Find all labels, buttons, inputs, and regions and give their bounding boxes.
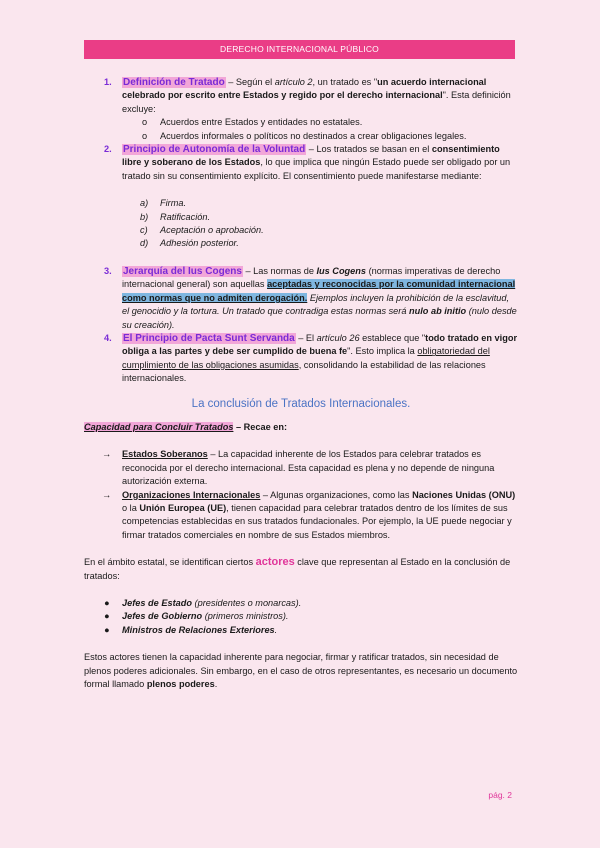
sub-bullet: o Acuerdos entre Estados y entidades no estatales. — [142, 117, 363, 128]
alpha-item: b) Ratificación. — [140, 211, 211, 222]
actor-item: ● Jefes de Estado (presidentes o monarcas). — [104, 598, 302, 608]
item-number: 4. — [104, 332, 112, 343]
page-number: pág. 2 — [488, 790, 512, 800]
section-title: La conclusión de Tratados Internacionales. — [191, 397, 411, 410]
sub-bullet: o Acuerdos informales o políticos no destinados a crear obligaciones legales. — [142, 130, 467, 141]
list-item-definicion: 1. Definición de Tratado – Según el artículo 2, un tratado es "un acuerdo internacional celebrado por escrito entre Estados y regido por el derecho internacional". Esta definición excluye: — [104, 77, 511, 114]
list-item-autonomia: 2. Principio de Autonomía de la Voluntad – Los tratados se basan en el consentimiento libre y soberano de los Estados, lo que implica que ningún Estado puede ser obligado por un tratado sin su consentimiento explícito. El consentimiento puede manifestarse mediante: — [104, 144, 511, 181]
item-number: 2. — [104, 144, 112, 155]
list-item-pacta-sunt-servanda: 4. El Principio de Pacta Sunt Servanda – El artículo 26 establece que "todo tratado en vigor obliga a las partes y debe ser cumplido de buena fe". Esto implica la obligatoriedad del cumplimiento de las obligaciones asumidas, consolidando la estabilidad de las relaciones internacionales. — [104, 332, 518, 384]
item-title: Jerarquía del Ius Cogens — [123, 265, 242, 277]
arrow-item-organizaciones: → Organizaciones Internacionales – Algunas organizaciones, como las Naciones Unidas (ONU) o la Unión Europea (UE), tienen capacidad para celebrar tratados dentro de los límites de sus competencias establecidas en sus tratados fundacionales. Por ejemplo, la UE puede negociar y firmar tratados comerciales en nombre de sus Estados miembros. — [102, 489, 516, 540]
item-number: 3. — [104, 265, 112, 276]
list-item-ius-cogens: 3. Jerarquía del Ius Cogens – Las normas de Ius Cogens (normas imperativas de derecho internacional general) son aquellas aceptadas y reconocidas por la comunidad internacional como normas que no admiten derogación. Ejemplos incluyen la prohibición de la esclavitud, el genocidio y la tortura. Un tratado que contradiga estas normas será nulo ab initio (nulo desde su creación). — [104, 265, 517, 330]
actor-item: ● Jefes de Gobierno (primeros ministros). — [104, 611, 289, 622]
document-body — [84, 76, 518, 691]
item-title: Principio de Autonomía de la Voluntad — [123, 144, 306, 156]
alpha-item: c) Aceptación o aprobación. — [140, 225, 264, 236]
closing-paragraph: Estos actores tienen la capacidad inherente para negociar, firmar y ratificar tratados, sin necesidad de plenos poderes adicionales. Sin embargo, en el caso de otros representantes, es necesario un documento formal llamado plenos poderes. — [84, 652, 518, 690]
alpha-item: a) Firma. — [140, 198, 187, 209]
actor-item: ● Ministros de Relaciones Exteriores. — [104, 624, 278, 635]
item-title: El Principio de Pacta Sunt Servanda — [123, 332, 295, 344]
item-title: Definición de Tratado — [123, 77, 225, 88]
highlighted-text: aceptadas y reconocidas por la comunidad internacional como normas que no admiten derogación. — [122, 279, 516, 303]
item-number: 1. — [104, 77, 112, 87]
arrow-item-estados: → Estados Soberanos – La capacidad inherente de los Estados para celebrar tratados es reconocida por el derecho internacional. Esta capacidad es plena y no depende de ninguna autorización externa. — [102, 449, 495, 487]
actors-paragraph: En el ámbito estatal, se identifican ciertos actores clave que representan al Estado en la conclusión de tratados: — [84, 556, 511, 581]
alpha-item: d) Adhesión posterior. — [140, 238, 239, 249]
capacity-heading: Capacidad para Concluir Tratados – Recae en: — [84, 421, 288, 432]
page-header: DERECHO INTERNACIONAL PÚBLICO — [84, 40, 515, 59]
